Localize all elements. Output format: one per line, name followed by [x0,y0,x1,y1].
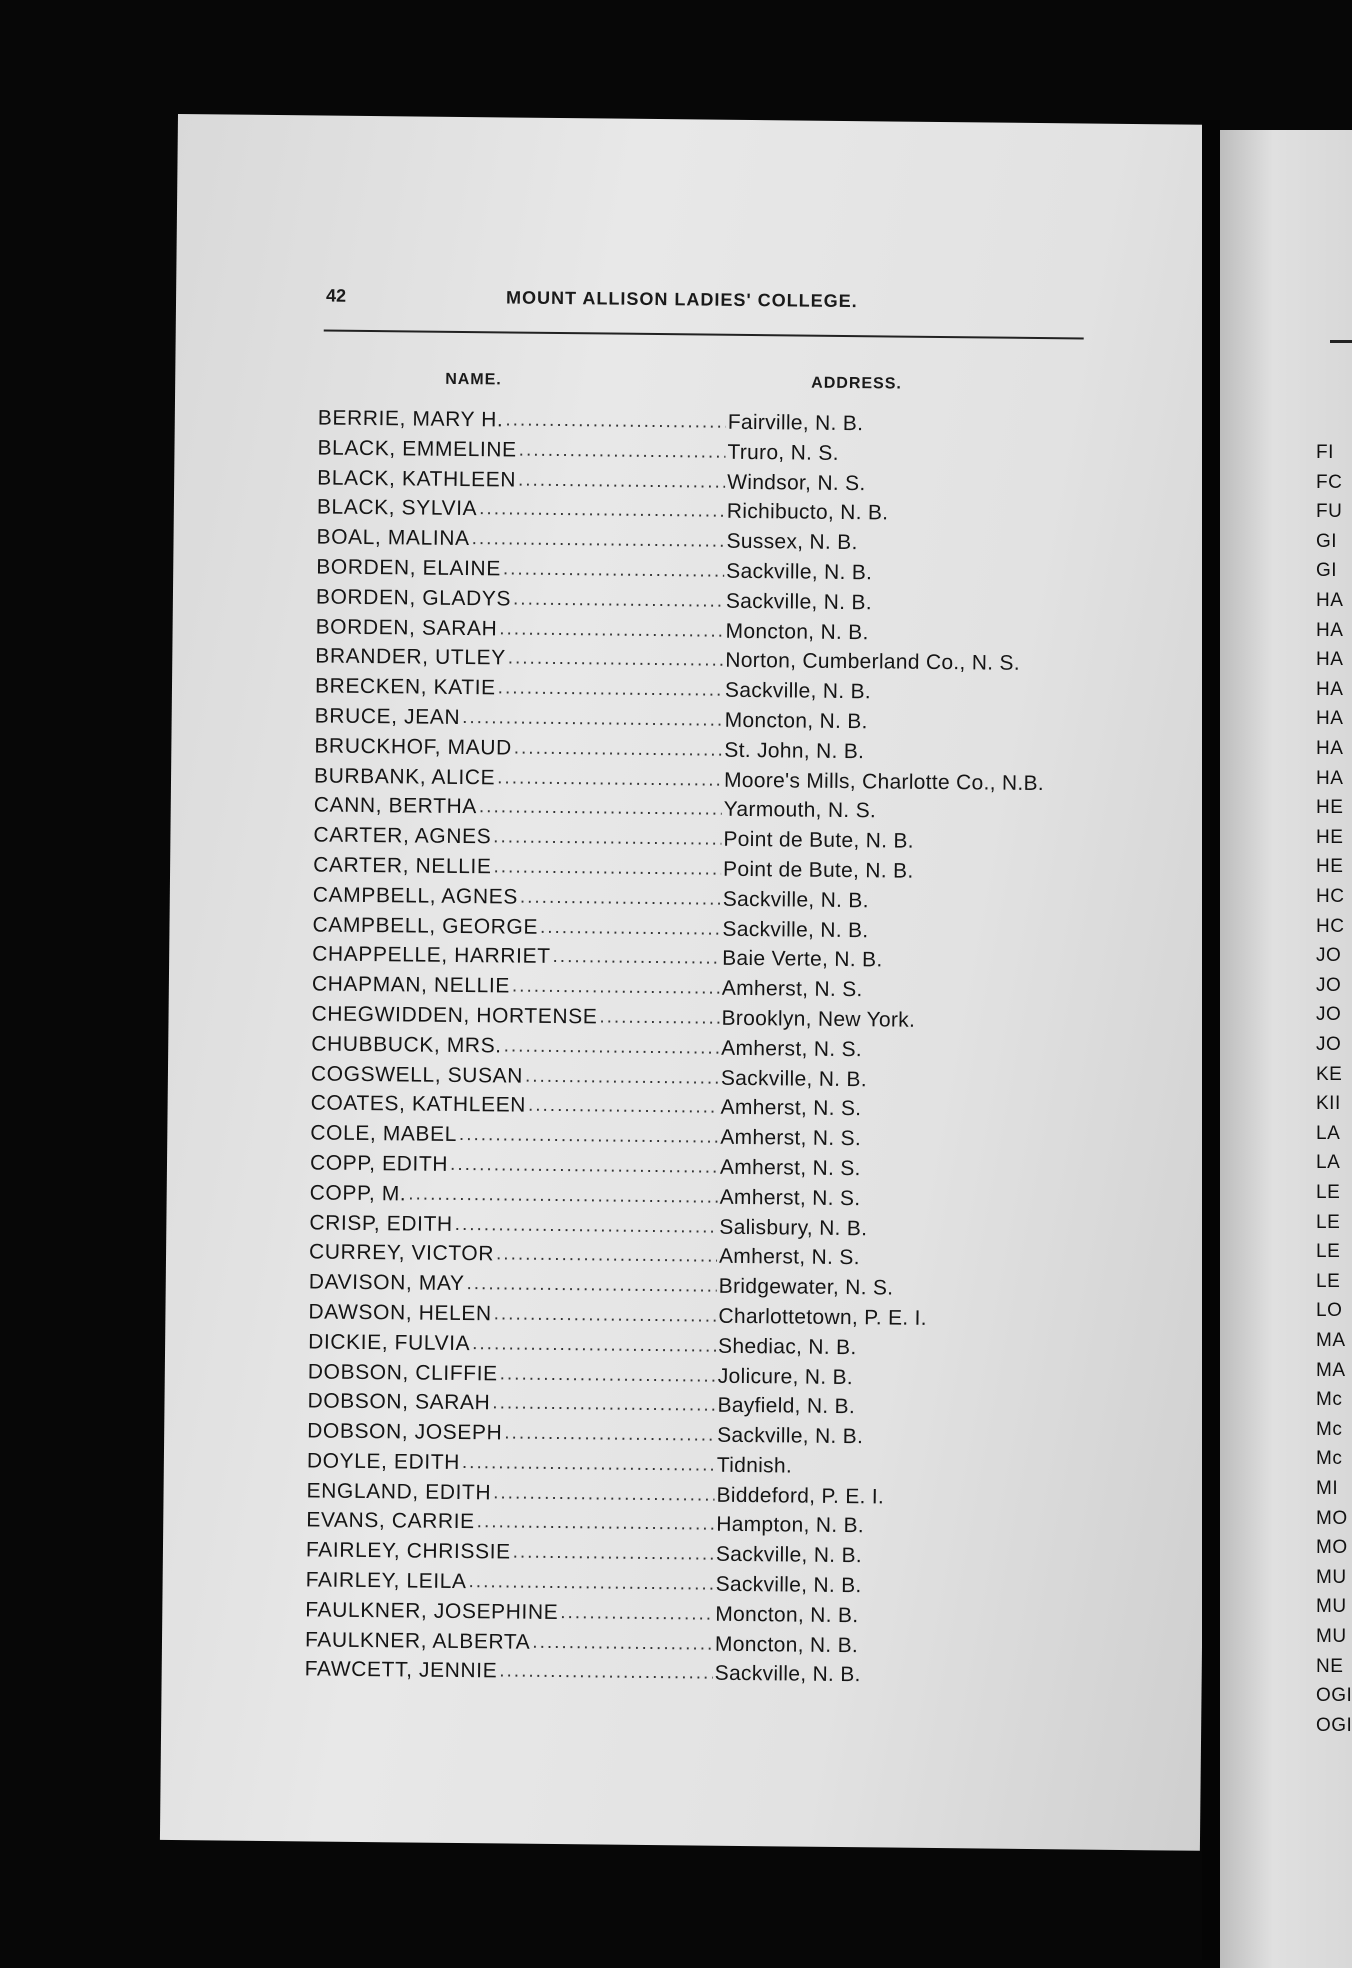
entry-name-cell [316,582,724,616]
entry-name-cell [311,1059,719,1093]
dot-leader [491,1478,715,1510]
dot-leader [502,1031,720,1063]
facing-page-fragment: HA [1316,738,1344,759]
dot-leader [518,882,721,914]
book-gutter [1202,120,1220,1960]
student-name: BLACK, KATHLEEN [317,466,517,492]
student-address: Moncton, N. B. [714,1632,859,1657]
student-name: ENGLAND, EDITH [306,1479,492,1505]
facing-page-fragment: LE [1316,1270,1341,1292]
dot-leader [511,584,724,616]
student-address: Point de Bute, N. B. [723,857,914,883]
dot-leader [453,1209,718,1242]
student-address: Hampton, N. B. [716,1513,865,1538]
entry-name-cell [317,493,725,527]
facing-page-fragment: MU [1316,1566,1347,1588]
student-address: Sussex, N. B. [726,529,858,555]
facing-page-fragment: GI [1316,530,1338,552]
entry-name-cell [305,1595,713,1629]
entry-name-cell [307,1417,715,1451]
entry-name-cell [308,1297,716,1331]
entry-name-cell [306,1506,714,1540]
student-name: CHAPPELLE, HARRIET [312,942,551,969]
student-name: DOBSON, SARAH [307,1389,491,1415]
student-name: DOYLE, EDITH [306,1449,461,1474]
student-name: BLACK, EMMELINE [317,436,517,462]
entry-name-cell [313,850,721,884]
dot-leader [517,435,726,467]
dot-leader [538,912,721,944]
dot-leader [506,644,724,676]
dot-leader [494,1240,717,1272]
entry-name-cell [306,1476,714,1510]
entry-name-cell [309,1268,717,1302]
entry-name-cell [308,1327,716,1361]
student-name: CANN, BERTHA [313,793,478,819]
student-address: Fairville, N. B. [727,410,864,436]
facing-page-fragment: LE [1316,1182,1341,1203]
facing-page-fragment: FC [1316,471,1343,493]
student-name: FAWCETT, JENNIE [304,1657,498,1683]
facing-page-fragment: KE [1316,1063,1343,1085]
entry-name-cell [308,1357,716,1391]
dot-leader [477,793,722,825]
student-address: Sackville, N. B. [722,917,869,942]
student-name: BERRIE, MARY H. [317,406,504,432]
facing-page-fragment: LA [1316,1152,1341,1174]
entry-name-cell [313,821,721,855]
facing-page-fragment: HA [1316,649,1344,671]
entry-name-cell [310,1089,718,1123]
facing-page-fragment: MO [1316,1537,1348,1559]
student-address: Amherst, N. S. [720,1125,862,1151]
running-title: MOUNT ALLISON LADIES' COLLEGE. [505,287,858,312]
student-address: Sackville, N. B. [715,1572,862,1598]
dot-leader [448,1150,718,1183]
dot-leader [466,1567,713,1599]
student-address: Richibucto, N. B. [726,500,889,525]
student-address: Yarmouth, N. S. [723,798,877,823]
dot-leader [516,465,725,497]
student-name: COPP, EDITH [309,1151,449,1176]
facing-page-fragment: HA [1316,708,1344,730]
dot-leader [497,614,724,646]
student-address: Amherst, N. S. [721,976,863,1002]
entry-name-cell [312,910,720,944]
facing-page-fragment: LA [1316,1122,1341,1144]
dot-leader [503,405,726,437]
student-address: Sackville, N. B. [726,559,873,585]
entry-name-cell [305,1625,713,1659]
student-address: Bridgewater, N. S. [718,1274,894,1300]
facing-page-fragment: HA [1316,767,1344,789]
entry-name-cell [316,552,724,586]
entry-name-cell [307,1387,715,1421]
entry-name-cell [305,1655,713,1689]
dot-leader [502,1419,715,1451]
facing-page-fragment: MA [1316,1359,1346,1381]
entry-name-cell [312,970,720,1004]
facing-page-fragment: OGI [1316,1685,1352,1707]
student-address: Baie Verte, N. B. [722,947,883,972]
student-address: Point de Bute, N. B. [723,827,914,853]
facing-page-fragment: HA [1316,619,1344,641]
student-name: CARTER, NELLIE [313,853,492,879]
facing-page-fragment: MO [1316,1507,1348,1529]
student-address: Sackville, N. B. [725,589,873,615]
facing-page-fragment: FI [1316,442,1334,463]
student-name: BURBANK, ALICE [313,764,496,789]
student-name: BRANDER, UTLEY [315,644,506,670]
student-address: Amherst, N. S. [721,1036,863,1061]
student-name: COPP, M. [309,1181,407,1206]
student-name: CURREY, VICTOR [308,1240,495,1266]
student-name: EVANS, CARRIE [306,1508,475,1534]
student-name: DAWSON, HELEN [308,1300,492,1326]
facing-page-fragment: HE [1316,826,1344,848]
facing-page-fragment: JO [1316,1034,1342,1055]
entry-name-cell [309,1238,717,1272]
dot-leader [512,733,723,765]
student-name: BRUCE, JEAN [314,704,461,729]
student-address: Moncton, N. B. [724,708,868,734]
student-name: FAIRLEY, CHRISSIE [305,1538,511,1564]
student-name: DICKIE, FULVIA [308,1330,471,1355]
student-address: Salisbury, N. B. [719,1215,868,1240]
student-address: Sackville, N. B. [717,1423,864,1449]
student-name: BOAL, MALINA [316,525,470,551]
dot-leader [492,1299,717,1331]
column-header-name: NAME. [445,370,502,389]
student-address: Biddeford, P. E. I. [716,1483,885,1509]
student-address: Moncton, N. B. [715,1602,859,1628]
dot-leader [558,1598,713,1629]
student-name: DOBSON, JOSEPH [307,1419,503,1445]
entry-name-cell [318,403,726,437]
entry-name-cell [310,1148,718,1182]
dot-leader [460,1448,715,1480]
student-name: BORDEN, ELAINE [316,555,501,581]
student-address: Windsor, N. S. [727,470,866,495]
dot-leader [526,1091,719,1123]
dot-leader [477,495,725,527]
facing-page-fragment: HA [1316,678,1344,700]
entry-name-cell [314,761,722,795]
dot-leader [491,852,721,884]
dot-leader [496,674,724,706]
facing-page-fragment: Mc [1316,1448,1343,1470]
page-header [326,286,1086,324]
entry-name-cell [311,1029,719,1063]
entry-name-cell [314,791,722,825]
student-address: Norton, Cumberland Co., N. S. [725,649,1021,676]
student-name: CAMPBELL, AGNES [312,883,519,909]
entry-name-cell [317,463,725,497]
entry-name-cell [316,523,724,557]
entry-name-cell [317,433,725,467]
document-page [160,114,1218,1851]
entry-name-cell [306,1536,714,1570]
student-address: St. John, N. B. [724,738,865,763]
facing-page-fragment: LO [1316,1300,1343,1322]
facing-page-fragment: MU [1316,1596,1347,1618]
dot-leader [491,822,722,854]
entry-name-cell [315,672,723,706]
student-address: Amherst, N. S. [719,1155,861,1181]
student-name: BRECKEN, KATIE [314,674,496,700]
entry-name-cell [310,1178,718,1212]
facing-page-fragment: LE [1316,1241,1341,1263]
facing-page-fragment: FU [1316,501,1343,523]
facing-page-fragment: Mc [1316,1389,1343,1411]
dot-leader [470,524,725,556]
student-name: CRISP, EDITH [309,1210,453,1236]
dot-leader [498,1359,716,1391]
dot-leader [495,763,722,795]
student-address: Sackville, N. B. [714,1662,861,1687]
student-name: BRUCKHOF, MAUD [314,734,512,760]
dot-leader [406,1179,718,1212]
dot-leader [490,1389,715,1421]
student-name: COATES, KATHLEEN [310,1091,527,1118]
student-name: CAMPBELL, GEORGE [312,913,539,939]
column-header-address: ADDRESS. [811,374,902,393]
dot-leader [523,1061,719,1093]
facing-page-fragment: LE [1316,1211,1341,1233]
student-name: BORDEN, GLADYS [315,585,512,611]
student-address: Amherst, N. S. [720,1096,862,1121]
student-address: Charlottetown, P. E. I. [718,1304,928,1330]
student-name: COLE, MABEL [310,1121,458,1147]
facing-page-fragment: MU [1316,1626,1347,1647]
student-address: Sackville, N. B. [722,887,869,913]
entry-name-cell [305,1565,713,1599]
facing-page-fragment: HE [1316,856,1344,878]
student-address: Truro, N. S. [727,440,839,465]
student-list [305,403,1178,1693]
dot-leader [511,1538,715,1570]
entry-name-cell [314,731,722,765]
facing-page-fragment: HC [1316,915,1345,937]
student-name: CHAPMAN, NELLIE [311,972,511,998]
entry-name-cell [315,701,723,735]
student-address: Bayfield, N. B. [717,1394,856,1419]
entry-name-cell [310,1119,718,1153]
entry-name-cell [309,1208,717,1242]
header-rule [324,330,1084,340]
facing-page-fragment: MA [1316,1330,1346,1351]
facing-page-fragment: JO [1316,974,1342,996]
student-name: COGSWELL, SUSAN [310,1061,524,1088]
dot-leader [497,1657,713,1689]
facing-page-edge [1220,130,1352,1968]
student-name: BORDEN, SARAH [315,615,498,640]
student-address: Amherst, N. S. [718,1245,860,1270]
entry-name-cell [315,642,723,676]
dot-leader [464,1269,717,1301]
facing-page-fragment: OGI [1316,1714,1352,1736]
dot-leader [470,1329,716,1361]
student-name: CARTER, AGNES [313,823,492,849]
dot-leader [550,942,720,974]
student-address: Sackville, N. B. [724,678,872,704]
student-address: Sackville, N. B. [720,1066,868,1091]
facing-page-fragment: GI [1316,560,1338,582]
student-name: FAULKNER, ALBERTA [304,1628,531,1654]
dot-leader [501,554,725,586]
dot-leader [475,1508,715,1540]
dot-leader [597,1002,719,1033]
facing-page-fragment: NE [1316,1655,1344,1677]
entry-name-cell [312,940,720,974]
student-name: FAULKNER, JOSEPHINE [305,1598,559,1624]
dot-leader [460,703,723,736]
student-name: CHEGWIDDEN, HORTENSE [311,1002,598,1029]
student-name: DOBSON, CLIFFIE [307,1359,498,1385]
student-address: Sackville, N. B. [715,1542,863,1568]
facing-page-fragment: HE [1316,797,1344,819]
dot-leader [530,1627,713,1659]
student-address: Moore's Mills, Charlotte Co., N.B. [723,768,1045,795]
facing-page-fragment: HC [1316,886,1345,907]
student-address: Shediac, N. B. [718,1334,857,1359]
student-address: Moncton, N. B. [725,619,869,644]
facing-page-fragment: JO [1316,1004,1342,1026]
dot-leader [510,972,720,1004]
student-name: DAVISON, MAY [308,1270,465,1296]
entry-name-cell [315,612,723,646]
student-name: FAIRLEY, LEILA [305,1568,467,1594]
facing-page-fragment: MI [1316,1478,1339,1499]
entry-name-cell [313,880,721,914]
student-name: BLACK, SYLVIA [316,495,478,521]
page-number: 42 [326,285,347,306]
student-address: Tidnish. [716,1453,793,1478]
entry-name-cell [311,999,719,1033]
dot-leader [457,1120,719,1153]
student-name: CHUBBUCK, MRS. [311,1032,502,1058]
facing-page-fragment: HA [1316,590,1344,611]
student-address: Brooklyn, New York. [721,1006,916,1032]
facing-page-fragment: Mc [1316,1418,1343,1440]
facing-page-rule [1330,340,1352,343]
facing-page-fragment: KII [1316,1093,1341,1115]
student-address: Jolicure, N. B. [717,1364,854,1389]
student-address: Amherst, N. S. [719,1185,861,1210]
entry-name-cell [307,1446,715,1480]
facing-page-fragment: JO [1316,945,1342,967]
